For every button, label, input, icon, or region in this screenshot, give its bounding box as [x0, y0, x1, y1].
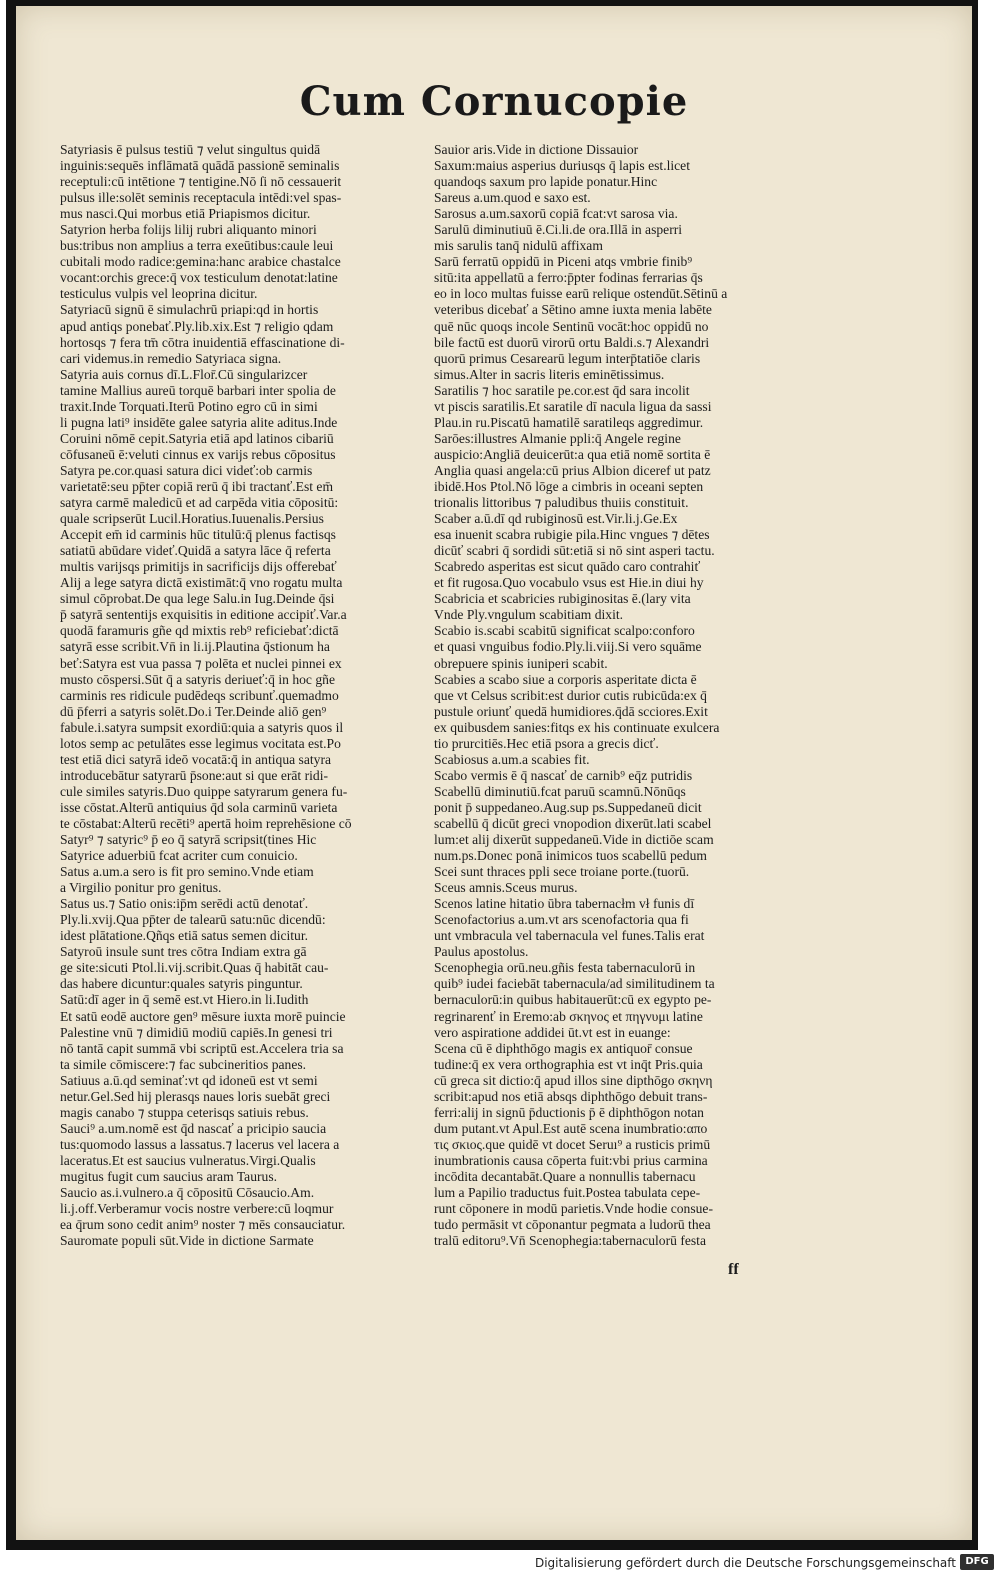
signature-mark: ff	[728, 1261, 739, 1278]
text-line: quē nūc quoqs incole Sentinū vocāt:hoc oppidū no	[434, 318, 709, 334]
text-line: Satyriasis ē pulsus testiū ⁊ velut singultus quidā	[60, 142, 321, 157]
text-line: Anglia quasi angela:cū prius Albion diceref ut patz	[434, 462, 711, 478]
text-line: mugitus fugit cum saucius aram Taurus.	[60, 1169, 278, 1184]
text-line: nō tantā capit summā vbi scriptū est.Accelera tria sa	[60, 1040, 344, 1056]
book-page	[16, 6, 972, 1540]
text-line: satiatū abūdare videť.Quidā a satyra lāce q̄ referta	[60, 543, 331, 559]
text-line: Saxum:maius asperius duriusqs q̄ lapis est.licet	[434, 158, 690, 174]
text-line: Sauci⁹ a.um.nomē est q̄d nascať a pricipio saucia	[60, 1120, 327, 1136]
text-line: bernaculorū:in quibus habitauerūt:cū ex egypto pe-	[434, 992, 712, 1008]
funding-credit: Digitalisierung gefördert durch die Deutsche Forschungsgemeinschaft	[534, 1556, 956, 1570]
text-line: num.ps.Donec ponā inimicos tuos scabellū pedum	[434, 848, 707, 864]
scan-background	[6, 0, 978, 1550]
text-line: pulsus ille:solēt seminis receptacula intēdi:vel spas-	[60, 190, 342, 206]
text-line: bus:tribus non amplius a terra exeūtibus:caule leui	[60, 238, 334, 254]
text-line: scribit:apud nos etiā absqs diphthōgo debuit trans-	[434, 1088, 708, 1104]
text-line: Ply.li.xvij.Qua pp̄ter de talearū satu:nūc dicendū:	[60, 912, 326, 928]
text-line: Vnde Ply.vngulum scabitiam dixit.	[434, 607, 624, 623]
text-line: hortosqs ⁊ fera tm̄ cōtra inuidentiā effascinatione di-	[60, 334, 345, 350]
text-line: vero aspiratione addidei ūt.vt est in euange:	[434, 1024, 671, 1040]
text-line: cōfusaneū ē:veluti cinnus ex varijs rebus cōpositus	[60, 446, 336, 462]
text-line: li pugna lati⁹ insidēte galee satyria alite aditus.Inde	[60, 414, 338, 430]
text-line: trionalis littoribus ⁊ paludibus thuiis constituit.	[434, 495, 689, 511]
page-title: Cum Cornucopie	[299, 78, 689, 125]
text-line: Saucio as.i.vulnero.a q̄ cōpositū Cōsaucio.Am.	[60, 1185, 315, 1201]
text-line: Scabellū diminutiū.fcat paruū scamnū.Nōnūqs	[434, 783, 686, 799]
text-line: lotos semp ac petulātes esse legimus vocitata est.Po	[60, 735, 341, 751]
text-line: Satiuus a.ū.qd seminať:vt qd idoneū est vt semi	[60, 1072, 318, 1088]
text-line: Scabio is.scabi scabitū significat scalpo:conforo	[434, 623, 695, 639]
text-line: fabule.i.satyra sumpsit exordiū:quia a satyris quos il	[60, 719, 344, 735]
text-line: Sarū ferratū oppidū in Piceni atqs vmbrie finib⁹	[434, 254, 693, 270]
text-line: carminis res ridicule pudēdeqs scribunť.quemadmo	[60, 687, 339, 703]
text-line: satyrā esse scribit.Vn̄ in li.ij.Plautina q̄stionum ha	[60, 639, 330, 655]
text-line: cule similes satyris.Duo quippe satyrarum genera fu-	[60, 783, 348, 799]
text-line: tralū editoru⁹.Vn̄ Scenophegia:tabernaculorū festa	[434, 1233, 706, 1249]
text-line: Satus us.⁊ Satio onis:ip̄m serēdi actū denotať.	[60, 896, 309, 912]
text-line: lum a Papilio traductus fuit.Postea tabulata cepe-	[434, 1185, 701, 1201]
text-line: Satyriacū signū ē simulachrū priapi:qd in hortis	[60, 302, 319, 318]
text-line: runt cōponere in modū parietis.Vnde hodie consue-	[434, 1201, 713, 1217]
text-line: sitū:ita appellatū a ferro:p̄pter fodinas ferrarias q̄s	[434, 270, 703, 286]
text-line: quandoqs saxum pro lapide ponatur.Hinc	[434, 174, 658, 190]
text-line: Satyroū insule sunt tres cōtra Indiam extra gā	[60, 944, 307, 960]
text-line: Sauromate populi sūt.Vide in dictione Sarmate	[60, 1233, 314, 1249]
text-line: satyra carmē maledicū et ad carpēda vitia cōpositū:	[60, 495, 339, 511]
text-line: Palestine vnū ⁊ dimidiū modiū capiēs.In genesi tri	[60, 1024, 333, 1040]
text-line: cū greca sit dictio:q̄ apud illos sine dipthōgo σκηνη	[434, 1072, 713, 1088]
text-line: et fit rugosa.Quo vocabulo vsus est Hie.in diui hy	[434, 575, 704, 591]
text-line: Scabiosus a.um.a scabies fit.	[434, 751, 590, 767]
text-line: ibidē.Hos Ptol.Nō lōge a cimbris in oceani septen	[434, 478, 704, 494]
text-line: tamine Mallius aureū torquē barbari inter spolia de	[60, 382, 336, 398]
text-line: Scabies a scabo siue a corporis asperitate dicta ē	[434, 671, 697, 687]
text-line: Scaber a.ū.dī qd rubiginosū est.Vir.li.j.Ge.Ex	[434, 511, 678, 527]
text-line: multis varijsqs primitijs in sacrificijs dijs offerebať	[60, 559, 337, 575]
text-line: tio prurcitiēs.Hec etiā psora a grecis dicť.	[434, 735, 659, 751]
text-line: Sarōes:illustres Almanie ppli:q̄ Angele regine	[434, 430, 681, 446]
text-line: Scenofactorius a.um.vt ars scenofactoria qua fi	[434, 912, 689, 928]
text-line: varietatē:seu pp̄ter copiā rerū q̄ ibi tractanť.Est em̄	[60, 478, 334, 494]
text-line: tudine:q̄ ex vera orthographia est vt inq̄t Pris.quia	[434, 1056, 703, 1072]
text-line: unt vmbracula vel tabernacula vel funes.Talis erat	[434, 928, 705, 944]
text-line: τις σκιος.que quidē vt docet Seruı⁹ a rusticis primū	[434, 1136, 711, 1152]
text-line: vt piscis saratilis.Et saratile dī nacula ligua da sassi	[434, 398, 712, 414]
text-line: Saratilis ⁊ hoc saratile pe.cor.est q̄d sara incolit	[434, 382, 690, 398]
text-line: Scabricia et scabricies rubiginositas ē.(lary vita	[434, 591, 691, 607]
text-line: quale scripserūt Lucil.Horatius.Iuuenalis.Persius	[60, 511, 324, 527]
text-line: dū p̄ferri a satyris solēt.Do.i Ter.Deinde aliō gen⁹	[60, 703, 327, 719]
text-line: obrepuere spinis iuniperi scabit.	[434, 655, 608, 671]
text-line: Scena cū ē diphthōgo magis ex antiquor̄ consue	[434, 1040, 693, 1056]
text-line: netur.Gel.Sed hij plerasqs naues loris suebāt greci	[60, 1088, 331, 1104]
text-line: testiculus vulpis vel leoprina dicitur.	[60, 286, 258, 302]
text-line: Sarulū diminutiuū ē.Ci.li.de ora.Illā in asperri	[434, 222, 683, 238]
text-line: introducebātur satyrarū p̄sone:aut si que erāt ridi-	[60, 767, 329, 783]
text-line: Sareus a.um.quod e saxo est.	[434, 190, 591, 206]
text-line: mis sarulis tanq̄ nidulū affixam	[434, 238, 603, 254]
text-line: ta simile cōmiscere:⁊ fac subcineritios panes.	[60, 1056, 307, 1072]
text-line: test etiā dici satyrā ideō vocatā:q̄ in antiqua satyra	[60, 751, 332, 767]
text-line: Paulus apostolus.	[434, 944, 529, 960]
text-line: te cōstabat:Alterū recēti⁹ apertā hoim reprehēsione cō	[60, 815, 352, 831]
text-line: Satyrion herba folijs lilij rubri aliquanto minori	[60, 222, 317, 238]
text-line: Accepit em̄ id carminis hūc titulū:q̄ plenus factisqs	[60, 527, 336, 543]
text-line: vocant:orchis grece:q̄ vox testiculum denotat:latine	[60, 270, 338, 286]
text-line: Et satū eodē auctore gen⁹ mēsure iuxta morē puincie	[60, 1008, 346, 1024]
text-line: tus:quomodo lassus a lassatus.⁊ lacerus vel lacera a	[60, 1136, 340, 1152]
text-line: simus.Alter in sacris literis eminētissimus.	[434, 366, 665, 382]
text-line: Coruini nōmē cepit.Satyria etiā apd latinos cibariū	[60, 430, 334, 446]
text-line: pustule oriunť quedā humidiores.q̄dā scciores.Exit	[434, 703, 708, 719]
text-line: mus nasci.Qui morbus etiā Priapismos dicitur.	[60, 206, 311, 222]
text-line: traxit.Inde Torquati.Iterū Potino egro cū in simi	[60, 398, 318, 414]
text-line: que vt Celsus scribit:est durior cutis rubicūda:ex q̄	[434, 687, 707, 703]
text-line: Satyra pe.cor.quasi satura dici videť:ob carmis	[60, 462, 313, 478]
text-line: Satyr⁹ ⁊ satyric⁹ p̄ eo q̄ satyrā scripsit(tines Hic	[60, 832, 317, 848]
text-line: magis canabo ⁊ stuppa ceterisqs satiuis rebus.	[60, 1104, 309, 1120]
text-line: quodā faramuris gñe qd mixtis reb⁹ reficiebať:dictā	[60, 623, 339, 639]
text-line: beť:Satyra est vua passa ⁊ polēta et nuclei pinnei ex	[60, 655, 342, 671]
text-line: auspicio:Angliā deuicerūt:a qua etiā nomē sortita ē	[434, 446, 711, 462]
text-line: Sceus amnis.Sceus murus.	[434, 880, 578, 896]
text-line: laceratus.Et est saucius vulneratus.Virgi.Qualis	[60, 1152, 316, 1168]
text-line: Plau.in ru.Piscatū hamatilē saratileqs aggredimur.	[434, 414, 704, 430]
text-line: Scei sunt thraces ppli sece troiane porte.(tuorū.	[434, 864, 690, 880]
dfg-logo: DFG	[960, 1554, 994, 1570]
text-line: et quasi vnguibus fodio.Ply.li.viij.Si vero squāme	[434, 639, 702, 655]
text-line: p̄ satyrā sententijs exquisitis in editione accipiť.Var.a	[60, 607, 347, 623]
text-line: Sarosus a.um.saxorū copiā fcat:vt sarosa via.	[434, 206, 678, 222]
text-line: Satus a.um.a sero is fit pro semino.Vnde etiam	[60, 864, 314, 880]
text-line: tudo permāsit vt cōponantur pegmata a ludorū thea	[434, 1217, 711, 1233]
text-line: isse cōstat.Alterū antiquius q̄d sola carminū varieta	[60, 799, 338, 815]
text-line: eo in loco multas fuisse earū relique ostendūt.Sētinū a	[434, 286, 728, 302]
text-line: ea q̄rum sono cedit anim⁹ noster ⁊ mēs consauciatur.	[60, 1217, 346, 1233]
text-line: musto cōspersi.Sūt q̄ a satyris deriueť:q̄ in hoc gñe	[60, 671, 335, 687]
text-line: receptuli:cū intētione ⁊ tentigine.Nō ſi nō cessauerit	[60, 174, 342, 190]
text-line: Scenophegia orū.neu.gñis festa tabernaculorū in	[434, 960, 696, 976]
text-line: Alij a lege satyra dictā existimāt:q̄ vno rogatu multa	[60, 575, 343, 591]
text-line: a Virgilio ponitur pro genitus.	[60, 880, 222, 896]
text-line: scabellū q̄ dicūt greci vnopodion dixerūt.lati scabel	[434, 815, 712, 831]
text-line: das habere dicuntur:quales satyris pinguntur.	[60, 976, 303, 992]
footer-bar	[0, 1550, 1000, 1577]
text-line: lum:et alij dixerūt suppedaneū.Vide in dictiōe scam	[434, 832, 714, 848]
text-line: simul cōprobat.De qua lege Salu.in Iug.Deinde q̄si	[60, 591, 335, 607]
text-line: incōdita decantabāt.Quare a nonnullis tabernacu	[434, 1169, 696, 1184]
text-line: li.j.off.Verberamur vocis nostre verbere:cū loqmur	[60, 1201, 334, 1217]
text-line: quorū primus Cesarearū legum interp̄tatiōe claris	[434, 350, 701, 366]
text-line: ge site:sicuti Ptol.li.vij.scribit.Quas q̄ habitāt cau-	[60, 960, 329, 976]
text-line: apud antiqs ponebať.Ply.lib.xix.Est ⁊ religio qdam	[60, 318, 334, 334]
text-line: Satyria auis cornus dī.L.Flor̄.Cū singularizcer	[60, 366, 308, 382]
text-line: bile factū est duorū virorū ortu Baldi.s.⁊ Alexandri	[434, 334, 710, 350]
text-line: dum putant.vt Apul.Est autē scena inumbratio:απο	[434, 1120, 708, 1136]
text-line: idest plātatione.Qñqs etiā satus semen dicitur.	[60, 928, 309, 944]
text-line: veteribus dicebať a Sētino amne iuxta menia labēte	[434, 302, 712, 318]
text-line: ex quibusdem sanies:fitqs ex his continuate exulcera	[434, 719, 720, 735]
text-line: inguinis:sequēs inflāmatā quādā passionē seminalis	[60, 158, 340, 174]
text-line: Scabredo asperitas est sicut quādo caro contrahiť	[434, 559, 701, 575]
text-line: Sauior aris.Vide in dictione Dissauior	[434, 142, 639, 157]
right-text-column	[434, 142, 798, 1249]
text-line: regrinarenť in Eremo:ab σκηνος et πηγνυμι latine	[434, 1008, 703, 1024]
text-line: cari videmus.in remedio Satyriaca signa.	[60, 350, 282, 366]
text-line: Satyrice aduerbiū fcat acriter cum conuicio.	[60, 848, 298, 864]
text-line: esa inuenit scabra rubigie pila.Hinc vngues ⁊ dētes	[434, 527, 710, 543]
left-text-column	[60, 142, 440, 1249]
text-line: Scenos latine hitatio ūbra tabernacłm vł funis dī	[434, 896, 695, 912]
text-line: inumbrationis causa cōperta fuit:vbi prius carmina	[434, 1152, 708, 1168]
text-line: ponit p̄ suppedaneo.Aug.sup ps.Suppedaneū dicit	[434, 799, 702, 815]
text-line: Scabo vermis ē q̄ nascať de carnib⁹ eq̄z putridis	[434, 767, 693, 783]
text-line: dicūť scabri q̄ sordidi sūt:etiā si nō sint asperi tactu.	[434, 543, 715, 559]
text-line: quib⁹ iudei faciebāt tabernacula/ad similitudinem ta	[434, 976, 715, 992]
text-line: Satū:dī ager in q̄ semē est.vt Hiero.in li.Iudith	[60, 992, 309, 1008]
text-line: cubitali modo radice:gemina:hanc arabice chastalce	[60, 254, 341, 270]
text-line: ferri:alij in signū p̄ductionis p̄ ē diphthōgon notan	[434, 1104, 704, 1120]
